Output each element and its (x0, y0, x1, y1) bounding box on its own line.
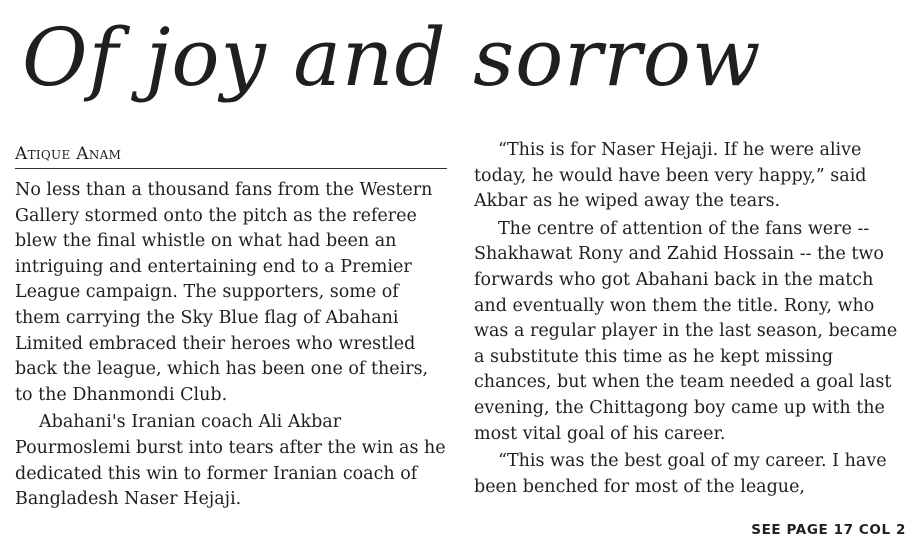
paragraph-quote: “This is for Naser Hejaji. If he were alive today, he would have been very happy,” said Akbar as he wiped away the tears. (474, 140, 867, 212)
paragraph-lead: No less than a thousand fans from the Western Gallery stormed onto the pitch as the referee blew the final whistle on what had been an intriguing and entertaining end to a Premier League campaign. The supporters, some of them carrying the Sky Blue flag of Abahani Limited embraced their heroes who wrestled back the league, which has been one of theirs, to the Dhanmondi Club. (15, 180, 433, 405)
byline-rule (15, 168, 447, 169)
left-column (15, 178, 447, 513)
continuation-jump-line: SEE PAGE 17 COL 2 (751, 522, 906, 538)
paragraph-coach: Abahani's Iranian coach Ali Akbar Pourmoslemi burst into tears after the win as he dedicated this win to former Iranian coach of Bangladesh Naser Hejaji. (15, 412, 446, 510)
paragraph-forwards: The centre of attention of the fans were -- Shakhawat Rony and Zahid Hossain -- the two forwards who got Abahani back in the match and eventually won them the title. Rony, who was a regular player in the last season, became a substitute this time as he kept missing chances, but when the team needed a goal last evening, the Chittagong boy came up with the most vital goal of his career. (474, 218, 898, 444)
headline: Of joy and sorrow (22, 11, 762, 104)
byline: Atique Anam (15, 144, 122, 164)
paragraph-rony-quote: “This was the best goal of my career. I have been benched for most of the league, (474, 451, 887, 497)
right-column (474, 138, 905, 500)
